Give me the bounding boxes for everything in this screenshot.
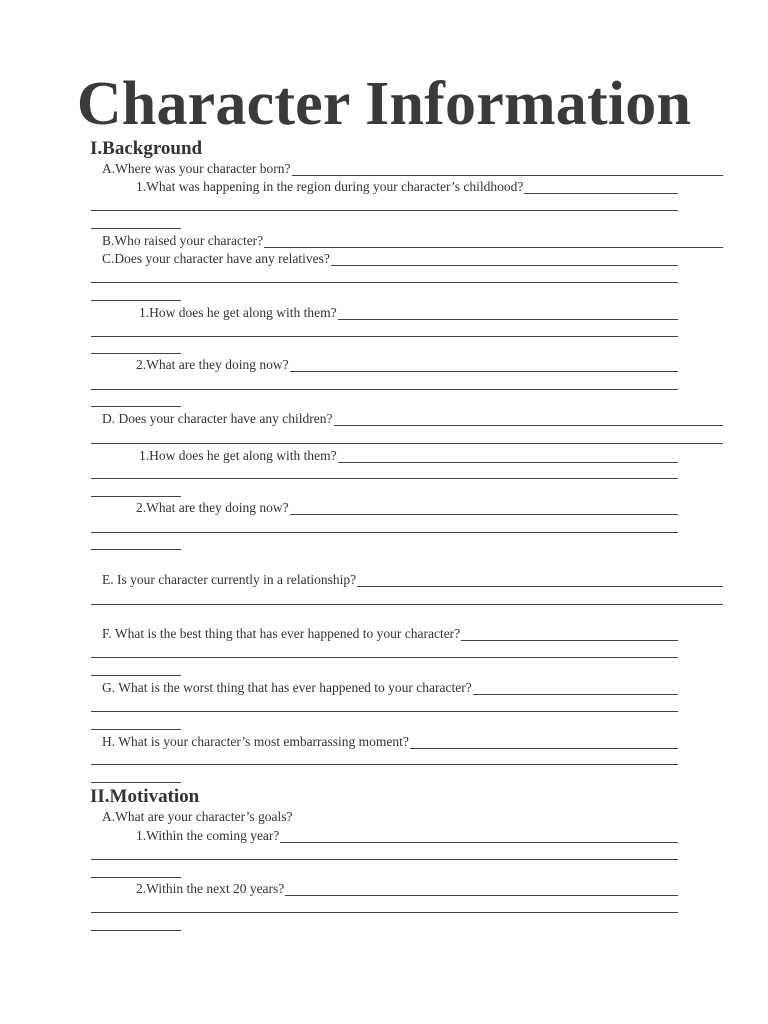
answer-line[interactable] [331,265,678,266]
answer-line[interactable] [91,210,678,211]
answer-line[interactable] [91,478,678,479]
question-children-relationship [139,447,678,465]
answer-line[interactable] [91,711,678,712]
answer-line[interactable] [91,406,181,407]
answer-line[interactable] [285,895,678,896]
question-worst-thing-label: G. What is the worst thing that has ever happened to your character? [102,680,472,695]
answer-line[interactable] [91,930,181,931]
question-relatives [102,250,678,268]
answer-line[interactable] [91,300,181,301]
answer-line[interactable] [473,694,678,695]
question-relationship [102,571,723,589]
answer-line[interactable] [264,247,723,248]
answer-line[interactable] [91,228,181,229]
question-relatives-relationship-label: 1.How does he get along with them? [139,305,337,320]
answer-line[interactable] [280,842,678,843]
question-goals-year-label: 1.Within the coming year? [136,828,280,843]
question-best-thing [102,625,678,643]
answer-line[interactable] [292,175,723,176]
answer-line[interactable] [338,462,678,463]
page-title: Character Information [76,70,692,138]
answer-line[interactable] [91,764,678,765]
question-embarrassing-moment-label: H. What is your character’s most embarrassing moment? [102,734,409,749]
answer-line[interactable] [91,604,723,605]
answer-line[interactable] [91,389,678,390]
question-children-label: D. Does your character have any children? [102,411,333,426]
answer-line[interactable] [524,193,678,194]
answer-line[interactable] [338,319,678,320]
question-childhood-region [136,178,678,196]
answer-line[interactable] [290,514,678,515]
question-children [102,410,723,428]
section-heading-background: I.Background [90,138,203,159]
answer-line[interactable] [91,675,181,676]
question-goals-20-years [136,880,678,898]
question-relatives-label: C.Does your character have any relatives? [102,251,330,266]
answer-line[interactable] [91,859,678,860]
answer-line[interactable] [91,336,678,337]
answer-line[interactable] [91,782,181,783]
question-relatives-relationship [139,304,678,322]
question-worst-thing [102,679,678,697]
question-childhood-region-label: 1.What was happening in the region during your character’s childhood? [136,179,524,194]
answer-line[interactable] [91,657,678,658]
answer-line[interactable] [410,748,678,749]
question-raised-by-label: B.Who raised your character? [102,233,264,248]
question-raised-by [102,232,723,250]
question-goals-label: A.What are your character’s goals? [102,809,293,824]
answer-line[interactable] [91,443,723,444]
question-birthplace [102,160,723,178]
question-goals-20-years-label: 2.Within the next 20 years? [136,881,285,896]
answer-line[interactable] [290,371,678,372]
answer-line[interactable] [91,532,678,533]
answer-line[interactable] [461,640,678,641]
question-birthplace-label: A.Where was your character born? [102,161,291,176]
question-embarrassing-moment [102,733,678,751]
answer-line[interactable] [91,353,181,354]
question-best-thing-label: F. What is the best thing that has ever happened to your character? [102,626,461,641]
question-relatives-now [136,356,678,374]
answer-line[interactable] [334,425,723,426]
answer-line[interactable] [91,496,181,497]
answer-line[interactable] [91,729,181,730]
question-children-now-label: 2.What are they doing now? [136,500,289,515]
answer-line[interactable] [91,282,678,283]
section-heading-motivation: II.Motivation [90,786,200,807]
question-children-relationship-label: 1.How does he get along with them? [139,448,337,463]
answer-line[interactable] [357,586,723,587]
answer-line[interactable] [91,912,678,913]
answer-line[interactable] [91,549,181,550]
question-relatives-now-label: 2.What are they doing now? [136,357,289,372]
question-goals-year [136,827,678,845]
answer-line[interactable] [91,877,181,878]
question-relationship-label: E. Is your character currently in a relationship? [102,572,357,587]
question-children-now [136,499,678,517]
question-goals [102,808,402,826]
